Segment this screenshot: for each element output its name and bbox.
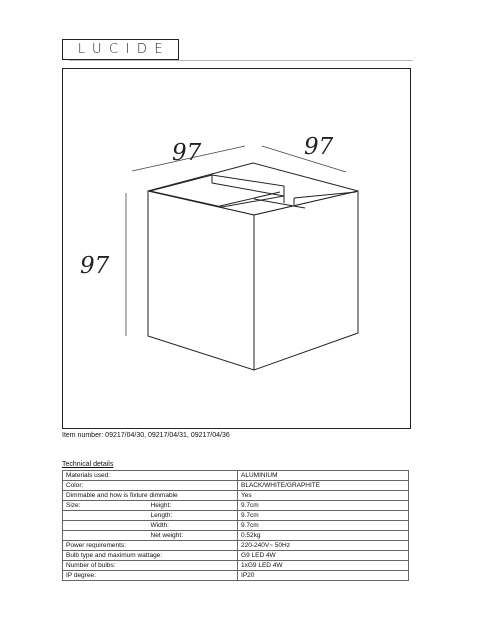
spec-label: Color: (63, 481, 238, 491)
spec-value: 9.7cm (238, 501, 409, 511)
spec-row (63, 571, 409, 581)
spec-row (63, 541, 409, 551)
spec-value: Yes (238, 491, 409, 501)
spec-sublabel: Net weight: (147, 531, 238, 541)
dim-label-depth: 97 (304, 134, 334, 160)
spec-sublabel: Height: (147, 501, 238, 511)
spec-label: IP degree: (63, 571, 238, 581)
brand-logo: LUCIDE (77, 42, 171, 57)
spec-label: Dimmable and how is fixture dimmable (63, 491, 238, 501)
spec-value: IP20 (238, 571, 409, 581)
spec-row (63, 501, 409, 511)
spec-sublabel: Length: (147, 511, 238, 521)
spec-label (63, 511, 147, 521)
spec-label (63, 521, 147, 531)
dim-label-width: 97 (172, 140, 202, 166)
spec-label: Number of bulbs: (63, 561, 238, 571)
spec-value: 0.52kg (238, 531, 409, 541)
technical-details-title: Technical details (62, 461, 114, 468)
spec-value: 220-240V~ 50Hz (238, 541, 409, 551)
spec-row (63, 471, 409, 481)
spec-row (63, 531, 409, 541)
spec-value: 9.7cm (238, 511, 409, 521)
spec-value: BLACK/WHITE/GRAPHITE (238, 481, 409, 491)
item-number: Item number: 09217/04/30, 09217/04/31, 09217/04/36 (62, 432, 230, 439)
spec-label: Bulb type and maximum wattage: (63, 551, 238, 561)
spec-row (63, 551, 409, 561)
spec-row (63, 561, 409, 571)
spec-value: G9 LED 4W (238, 551, 409, 561)
technical-details-table (62, 470, 409, 581)
spec-value: 1xG9 LED 4W (238, 561, 409, 571)
spec-label: Power requirements: (63, 541, 238, 551)
product-drawing (62, 68, 411, 429)
spec-value: ALUMINIUM (238, 471, 409, 481)
spec-row (63, 481, 409, 491)
spec-row (63, 511, 409, 521)
dim-label-height: 97 (80, 253, 110, 279)
spec-label: Size: (63, 501, 147, 511)
spec-label: Materials used: (63, 471, 238, 481)
spec-sublabel: Width: (147, 521, 238, 531)
spec-row (63, 491, 409, 501)
spec-row (63, 521, 409, 531)
spec-value: 9.7cm (238, 521, 409, 531)
spec-label (63, 531, 147, 541)
header-divider (69, 60, 413, 61)
